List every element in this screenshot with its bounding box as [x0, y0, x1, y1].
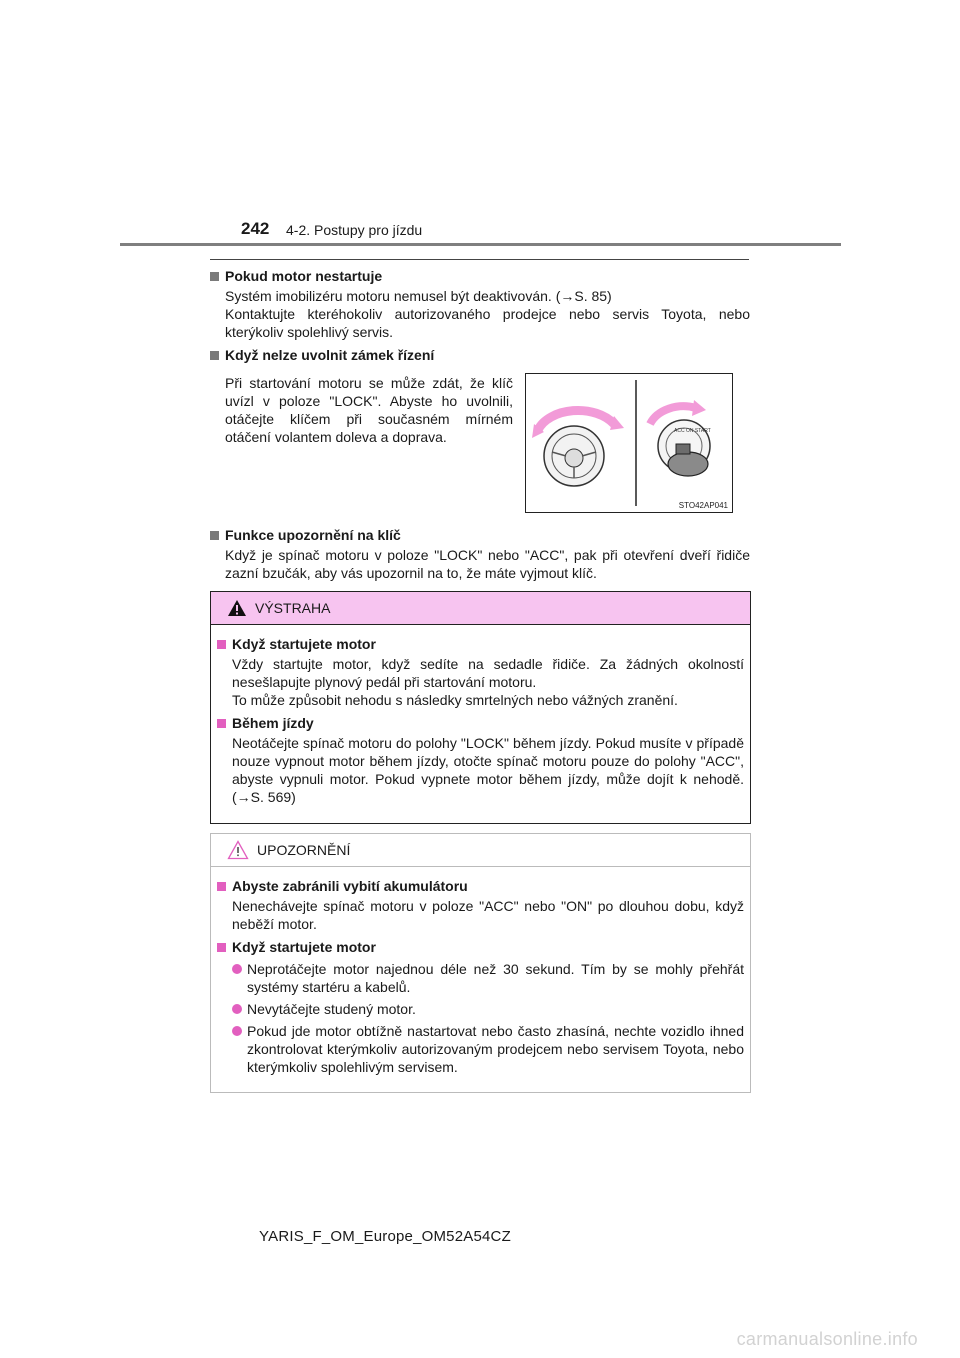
page-number: 242: [241, 219, 270, 238]
bullet-item: [232, 1000, 744, 1018]
notice-item: [217, 877, 744, 933]
illustration-graphic: [526, 374, 732, 512]
square-bullet-icon: [210, 272, 219, 281]
watermark: carmanualsonline.info: [736, 1329, 918, 1349]
bullet-item: [232, 960, 744, 996]
section-key-reminder: [210, 526, 750, 582]
square-bullet-icon: [210, 351, 219, 360]
section-heading: Funkce upozornění na klíč: [225, 527, 401, 543]
warning-item: [217, 635, 744, 709]
paragraph: Neotáčejte spínač motoru do polohy "LOCK" během jízdy. Pokud musíte v případě nouze vypnout motor během jízdy, otočte spínač motoru pouze do polohy "ACC", abyste vypnuli motor. Pokud vypnete motor během jízdy, může dojít k nehodě. (→S. 569): [232, 735, 744, 805]
paragraph: Při startování motoru se může zdát, že klíč uvízl v poloze "LOCK". Abyste ho uvolnili, otáčejte klíčem při současném mírném otáčení volantem doleva a doprava.: [225, 375, 513, 445]
item-heading: Když startujete motor: [232, 636, 376, 652]
paragraph: Nenechávejte spínač motoru v poloze "ACC" nebo "ON" po dlouhou dobu, když neběží motor.: [232, 898, 744, 932]
paragraph: Vždy startujte motor, když sedíte na sedadle řidiče. Za žádných okolností nesešlapujte plynový pedál při startování motoru.: [232, 656, 744, 690]
square-bullet-icon: [217, 640, 226, 649]
square-bullet-icon: [217, 719, 226, 728]
item-heading: Během jízdy: [232, 715, 314, 731]
section-start-fail: [210, 267, 750, 341]
bullet-text: Nevytáčejte studený motor.: [247, 1001, 416, 1017]
bullet-dot-icon: [232, 964, 242, 974]
paragraph: Když je spínač motoru v poloze "LOCK" nebo "ACC", pak při otevření dveří řidiče zazní bzučák, aby vás upozornil na to, že máte vyjmout klíč.: [225, 547, 750, 581]
bullet-item: [232, 1022, 744, 1076]
item-heading: Abyste zabránili vybití akumulátoru: [232, 878, 468, 894]
caution-triangle-icon: [227, 840, 249, 860]
header-rule: [120, 243, 841, 246]
steering-key-illustration: [525, 373, 733, 513]
content-rule: [210, 259, 749, 260]
document-code: [0, 1228, 960, 1245]
notice-header: [211, 834, 750, 867]
warning-label: VÝSTRAHA: [255, 600, 331, 616]
warning-item: [217, 714, 744, 806]
square-bullet-icon: [210, 531, 219, 540]
svg-text:ACC ON START: ACC ON START: [674, 428, 711, 434]
square-bullet-icon: [217, 882, 226, 891]
section-title: 4-2. Postupy pro jízdu: [286, 222, 423, 238]
warning-box: [210, 591, 751, 824]
section-heading: Pokud motor nestartuje: [225, 268, 383, 284]
footer-text: YARIS_F_OM_Europe_OM52A54CZ: [259, 1228, 511, 1245]
illustration-code: STO42AP041: [678, 501, 728, 510]
paragraph: Kontaktujte kteréhokoliv autorizovaného prodejce nebo servis Toyota, nebo kterýkoliv spolehlivý servis.: [225, 306, 750, 340]
notice-label: UPOZORNĚNÍ: [257, 842, 351, 858]
warning-triangle-icon: [227, 599, 247, 617]
bullet-text: Neprotáčejte motor najednou déle než 30 sekund. Tím by se mohly přehřát systémy startéru a kabelů.: [247, 961, 744, 995]
warning-header: [211, 592, 750, 625]
paragraph: To může způsobit nehodu s následky smrtelných nebo vážných zranění.: [232, 692, 678, 708]
bullet-text: Pokud jde motor obtížně nastartovat nebo často zhasíná, nechte vozidlo ihned zkontrolovat kterýmkoliv autorizovaným prodejcem nebo servisem Toyota, nebo kterýmkoliv spolehlivým servisem.: [247, 1023, 744, 1075]
item-heading: Když startujete motor: [232, 939, 376, 955]
square-bullet-icon: [217, 943, 226, 952]
notice-box: [210, 833, 751, 1093]
bullet-dot-icon: [232, 1004, 242, 1014]
notice-item: [217, 938, 744, 1076]
bullet-dot-icon: [232, 1026, 242, 1036]
section-heading: Když nelze uvolnit zámek řízení: [225, 347, 435, 363]
paragraph: Systém imobilizéru motoru nemusel být deaktivován. (→S. 85): [225, 288, 612, 304]
